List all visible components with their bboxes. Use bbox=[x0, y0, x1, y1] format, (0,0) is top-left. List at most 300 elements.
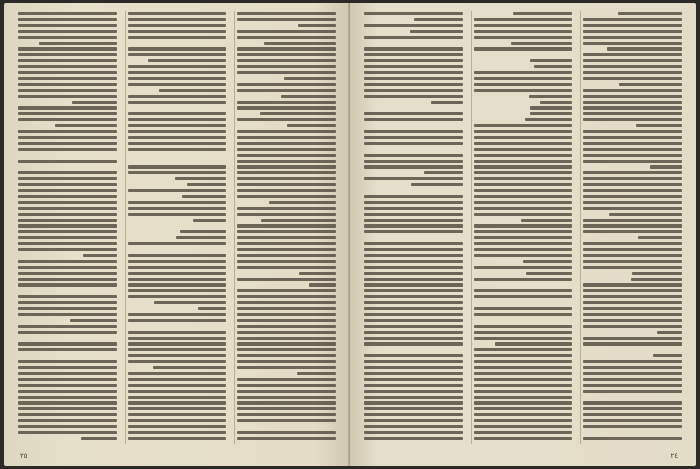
text-line bbox=[437, 124, 463, 127]
text-line bbox=[237, 160, 336, 163]
text-line bbox=[474, 390, 573, 393]
text-line bbox=[18, 224, 117, 227]
text-line bbox=[18, 283, 117, 286]
text-line bbox=[364, 301, 463, 304]
text-line bbox=[237, 230, 336, 233]
text-line bbox=[237, 136, 336, 139]
text-line bbox=[583, 207, 682, 210]
text-line bbox=[583, 313, 682, 316]
text-line bbox=[18, 260, 117, 263]
text-line bbox=[237, 419, 336, 422]
text-line bbox=[583, 130, 682, 133]
text-line bbox=[18, 248, 117, 251]
text-line bbox=[624, 348, 682, 351]
text-line bbox=[529, 95, 573, 98]
text-line bbox=[583, 366, 682, 369]
text-line bbox=[431, 101, 463, 104]
text-line bbox=[297, 372, 336, 375]
text-line bbox=[511, 42, 573, 45]
text-line bbox=[128, 142, 227, 145]
text-line bbox=[364, 165, 463, 168]
text-line bbox=[364, 331, 463, 334]
text-line bbox=[237, 224, 336, 227]
text-line bbox=[237, 148, 336, 151]
text-line bbox=[18, 384, 117, 387]
text-line bbox=[364, 366, 463, 369]
text-line bbox=[474, 254, 573, 257]
text-line bbox=[182, 195, 226, 198]
text-line bbox=[18, 419, 117, 422]
text-line bbox=[237, 130, 336, 133]
right-page-columns bbox=[362, 11, 684, 444]
text-line bbox=[364, 83, 463, 86]
text-line bbox=[237, 171, 336, 174]
text-line bbox=[526, 272, 572, 275]
text-line bbox=[474, 313, 573, 316]
text-line bbox=[583, 413, 682, 416]
text-line bbox=[128, 384, 227, 387]
text-line bbox=[237, 12, 336, 15]
text-line bbox=[18, 236, 117, 239]
text-line bbox=[474, 189, 573, 192]
text-line bbox=[269, 201, 336, 204]
text-line bbox=[583, 106, 682, 109]
text-line bbox=[128, 266, 227, 269]
text-line bbox=[583, 219, 682, 222]
text-line bbox=[631, 278, 682, 281]
text-line bbox=[18, 372, 117, 375]
text-line bbox=[237, 337, 336, 340]
text-line bbox=[128, 401, 227, 404]
text-line bbox=[474, 136, 573, 139]
text-line bbox=[128, 372, 227, 375]
text-line bbox=[85, 337, 117, 340]
text-line bbox=[583, 437, 682, 440]
text-line bbox=[128, 136, 227, 139]
text-line bbox=[505, 319, 572, 322]
text-line bbox=[18, 431, 117, 434]
text-line bbox=[583, 24, 682, 27]
text-line bbox=[18, 142, 117, 145]
text-line bbox=[364, 272, 463, 275]
text-line bbox=[364, 384, 463, 387]
text-line bbox=[128, 165, 227, 168]
text-line bbox=[128, 189, 227, 192]
text-line bbox=[364, 396, 463, 399]
text-line bbox=[128, 342, 227, 345]
text-line bbox=[474, 378, 573, 381]
text-line bbox=[583, 384, 682, 387]
text-line bbox=[237, 118, 336, 121]
text-line bbox=[18, 95, 117, 98]
text-line bbox=[18, 313, 117, 316]
text-line bbox=[81, 437, 117, 440]
text-line bbox=[474, 331, 573, 334]
text-line bbox=[173, 160, 227, 163]
text-line bbox=[583, 112, 682, 115]
text-line bbox=[18, 59, 117, 62]
text-line bbox=[364, 89, 463, 92]
text-line bbox=[128, 171, 227, 174]
text-line bbox=[18, 401, 117, 404]
text-line bbox=[474, 437, 573, 440]
text-line bbox=[540, 101, 572, 104]
text-line bbox=[474, 142, 573, 145]
text-line bbox=[18, 230, 117, 233]
text-line bbox=[18, 413, 117, 416]
text-line bbox=[474, 71, 573, 74]
text-line bbox=[583, 101, 682, 104]
text-line bbox=[474, 201, 573, 204]
text-line bbox=[237, 207, 336, 210]
text-line bbox=[128, 283, 227, 286]
text-line bbox=[237, 378, 336, 381]
text-line bbox=[474, 213, 573, 216]
text-line bbox=[364, 12, 463, 15]
text-line bbox=[237, 396, 336, 399]
left-page bbox=[4, 3, 350, 466]
text-line bbox=[474, 348, 573, 351]
text-line bbox=[128, 413, 227, 416]
text-line bbox=[583, 372, 682, 375]
text-line bbox=[583, 18, 682, 21]
text-line bbox=[18, 378, 117, 381]
text-line bbox=[18, 89, 117, 92]
text-line bbox=[364, 71, 463, 74]
text-line bbox=[237, 331, 336, 334]
text-line bbox=[128, 260, 227, 263]
text-line bbox=[18, 118, 117, 121]
text-line bbox=[128, 242, 227, 245]
text-line bbox=[474, 83, 573, 86]
text-line bbox=[583, 289, 682, 292]
text-line bbox=[237, 354, 336, 357]
text-line bbox=[187, 183, 227, 186]
text-line bbox=[128, 101, 227, 104]
text-line bbox=[407, 189, 462, 192]
text-line bbox=[437, 148, 463, 151]
text-line bbox=[523, 283, 572, 286]
text-line bbox=[474, 295, 573, 298]
text-line bbox=[175, 177, 226, 180]
text-line bbox=[237, 154, 336, 157]
text-line bbox=[128, 272, 227, 275]
text-line bbox=[583, 254, 682, 257]
text-line bbox=[364, 378, 463, 381]
text-line bbox=[237, 106, 336, 109]
text-line bbox=[237, 260, 336, 263]
text-line bbox=[18, 195, 117, 198]
text-line bbox=[583, 171, 682, 174]
text-line bbox=[583, 283, 682, 286]
text-line bbox=[298, 24, 336, 27]
magazine-spread bbox=[4, 3, 696, 466]
text-line bbox=[18, 148, 117, 151]
text-line bbox=[583, 378, 682, 381]
text-line bbox=[128, 71, 227, 74]
text-line bbox=[18, 201, 117, 204]
text-column bbox=[125, 11, 229, 444]
text-line bbox=[18, 83, 117, 86]
text-line bbox=[474, 230, 573, 233]
text-line bbox=[583, 224, 682, 227]
text-line bbox=[237, 342, 336, 345]
text-line bbox=[18, 18, 117, 21]
text-line bbox=[636, 124, 682, 127]
text-line bbox=[583, 118, 682, 121]
text-line bbox=[237, 18, 336, 21]
text-line bbox=[583, 260, 682, 263]
text-line bbox=[474, 36, 573, 39]
text-line bbox=[657, 331, 682, 334]
text-line bbox=[18, 278, 117, 281]
text-line bbox=[128, 24, 227, 27]
text-line bbox=[128, 419, 227, 422]
text-line bbox=[583, 390, 682, 393]
text-line bbox=[18, 396, 117, 399]
text-line bbox=[474, 24, 573, 27]
text-line bbox=[364, 437, 463, 440]
text-line bbox=[128, 437, 227, 440]
text-line bbox=[364, 413, 463, 416]
text-line bbox=[18, 24, 117, 27]
text-line bbox=[237, 242, 336, 245]
text-line bbox=[148, 59, 226, 62]
text-line bbox=[583, 59, 682, 62]
text-line bbox=[474, 77, 573, 80]
text-line bbox=[411, 183, 463, 186]
text-line bbox=[474, 278, 573, 281]
text-line bbox=[18, 112, 117, 115]
text-line bbox=[18, 136, 117, 139]
text-line bbox=[474, 207, 573, 210]
text-line bbox=[474, 18, 573, 21]
text-line bbox=[176, 236, 227, 239]
text-line bbox=[364, 319, 463, 322]
text-line bbox=[364, 207, 463, 210]
text-line bbox=[583, 195, 682, 198]
text-line bbox=[237, 431, 336, 434]
text-line bbox=[632, 272, 682, 275]
text-line bbox=[294, 425, 336, 428]
text-line bbox=[128, 289, 227, 292]
text-line bbox=[364, 278, 463, 281]
text-line bbox=[364, 201, 463, 204]
text-line bbox=[237, 289, 336, 292]
text-line bbox=[583, 189, 682, 192]
text-line bbox=[128, 431, 227, 434]
text-line bbox=[237, 313, 336, 316]
text-column bbox=[362, 11, 465, 444]
text-line bbox=[237, 437, 336, 440]
text-line bbox=[364, 295, 463, 298]
text-line bbox=[474, 307, 573, 310]
text-line bbox=[128, 77, 227, 80]
text-line bbox=[18, 207, 117, 210]
text-line bbox=[583, 342, 682, 345]
text-line bbox=[523, 260, 572, 263]
page-number: ٢٤ bbox=[670, 452, 678, 460]
text-line bbox=[260, 112, 336, 115]
text-line bbox=[237, 165, 336, 168]
text-line bbox=[128, 12, 227, 15]
text-line bbox=[530, 59, 572, 62]
text-line bbox=[397, 106, 462, 109]
text-line bbox=[364, 337, 463, 340]
text-line bbox=[18, 331, 117, 334]
text-line bbox=[18, 242, 117, 245]
text-line bbox=[583, 71, 682, 74]
text-line bbox=[364, 360, 463, 363]
text-line bbox=[18, 325, 117, 328]
text-line bbox=[18, 390, 117, 393]
text-line bbox=[18, 213, 117, 216]
text-line bbox=[237, 360, 336, 363]
left-page-columns bbox=[16, 11, 338, 444]
text-line bbox=[474, 177, 573, 180]
text-line bbox=[410, 30, 463, 33]
text-line bbox=[583, 319, 682, 322]
text-line bbox=[583, 419, 682, 422]
text-line bbox=[583, 266, 682, 269]
text-line bbox=[237, 295, 336, 298]
text-line bbox=[128, 295, 227, 298]
text-line bbox=[237, 301, 336, 304]
text-line bbox=[364, 213, 463, 216]
text-line bbox=[583, 95, 682, 98]
text-line bbox=[364, 65, 463, 68]
text-line bbox=[525, 118, 572, 121]
text-line bbox=[18, 425, 117, 428]
text-line bbox=[583, 307, 682, 310]
text-line bbox=[128, 53, 227, 56]
text-line bbox=[364, 283, 463, 286]
text-line bbox=[161, 248, 227, 251]
text-line bbox=[583, 230, 682, 233]
text-line bbox=[89, 289, 117, 292]
text-line bbox=[474, 266, 573, 269]
text-line bbox=[431, 236, 463, 239]
text-line bbox=[18, 177, 117, 180]
text-line bbox=[18, 266, 117, 269]
text-line bbox=[168, 224, 227, 227]
text-line bbox=[287, 124, 336, 127]
text-line bbox=[364, 24, 463, 27]
text-line bbox=[237, 248, 336, 251]
text-line bbox=[128, 65, 227, 68]
text-line bbox=[237, 413, 336, 416]
text-line bbox=[583, 401, 682, 404]
text-line bbox=[159, 89, 227, 92]
text-line bbox=[474, 396, 573, 399]
text-line bbox=[237, 47, 336, 50]
text-column bbox=[580, 11, 684, 444]
text-line bbox=[169, 325, 226, 328]
text-line bbox=[364, 77, 463, 80]
text-line bbox=[364, 401, 463, 404]
text-line bbox=[414, 18, 463, 21]
text-line bbox=[128, 118, 227, 121]
text-line bbox=[18, 295, 117, 298]
text-line bbox=[237, 189, 336, 192]
text-line bbox=[474, 354, 573, 357]
text-line bbox=[18, 36, 117, 39]
text-line bbox=[237, 101, 336, 104]
text-line bbox=[128, 348, 227, 351]
text-line bbox=[474, 419, 573, 422]
text-line bbox=[128, 83, 227, 86]
text-line bbox=[128, 207, 227, 210]
text-line bbox=[474, 401, 573, 404]
text-column bbox=[234, 11, 338, 444]
text-line bbox=[237, 307, 336, 310]
text-line bbox=[474, 171, 573, 174]
text-line bbox=[18, 30, 117, 33]
text-line bbox=[583, 325, 682, 328]
text-line bbox=[641, 431, 682, 434]
text-line bbox=[154, 301, 226, 304]
text-line bbox=[583, 360, 682, 363]
text-line bbox=[237, 89, 336, 92]
text-line bbox=[128, 213, 227, 216]
text-line bbox=[237, 325, 336, 328]
text-line bbox=[264, 42, 336, 45]
text-line bbox=[18, 307, 117, 310]
text-line bbox=[583, 77, 682, 80]
text-line bbox=[424, 171, 462, 174]
text-line bbox=[364, 36, 463, 39]
text-line bbox=[128, 360, 227, 363]
text-line bbox=[583, 201, 682, 204]
text-line bbox=[653, 354, 682, 357]
text-line bbox=[364, 372, 463, 375]
text-line bbox=[364, 313, 463, 316]
text-line bbox=[193, 106, 226, 109]
text-line bbox=[284, 77, 336, 80]
text-line bbox=[364, 95, 463, 98]
text-line bbox=[128, 390, 227, 393]
text-line bbox=[364, 260, 463, 263]
text-line bbox=[474, 195, 573, 198]
text-line bbox=[237, 348, 336, 351]
text-line bbox=[237, 278, 336, 281]
text-line bbox=[40, 154, 117, 157]
text-line bbox=[128, 425, 227, 428]
text-line bbox=[583, 148, 682, 151]
text-line bbox=[474, 154, 573, 157]
text-line bbox=[128, 407, 227, 410]
text-line bbox=[237, 30, 336, 33]
text-line bbox=[237, 384, 336, 387]
text-line bbox=[513, 12, 572, 15]
text-line bbox=[237, 83, 336, 86]
text-line bbox=[364, 325, 463, 328]
text-line bbox=[474, 407, 573, 410]
text-line bbox=[364, 289, 463, 292]
text-line bbox=[299, 272, 336, 275]
text-line bbox=[18, 71, 117, 74]
text-line bbox=[128, 337, 227, 340]
text-line bbox=[72, 101, 117, 104]
text-line bbox=[128, 378, 227, 381]
text-line bbox=[364, 160, 463, 163]
text-line bbox=[364, 47, 463, 50]
text-line bbox=[364, 266, 463, 269]
text-line bbox=[128, 254, 227, 257]
text-line bbox=[18, 106, 117, 109]
text-line bbox=[364, 354, 463, 357]
text-line bbox=[583, 53, 682, 56]
